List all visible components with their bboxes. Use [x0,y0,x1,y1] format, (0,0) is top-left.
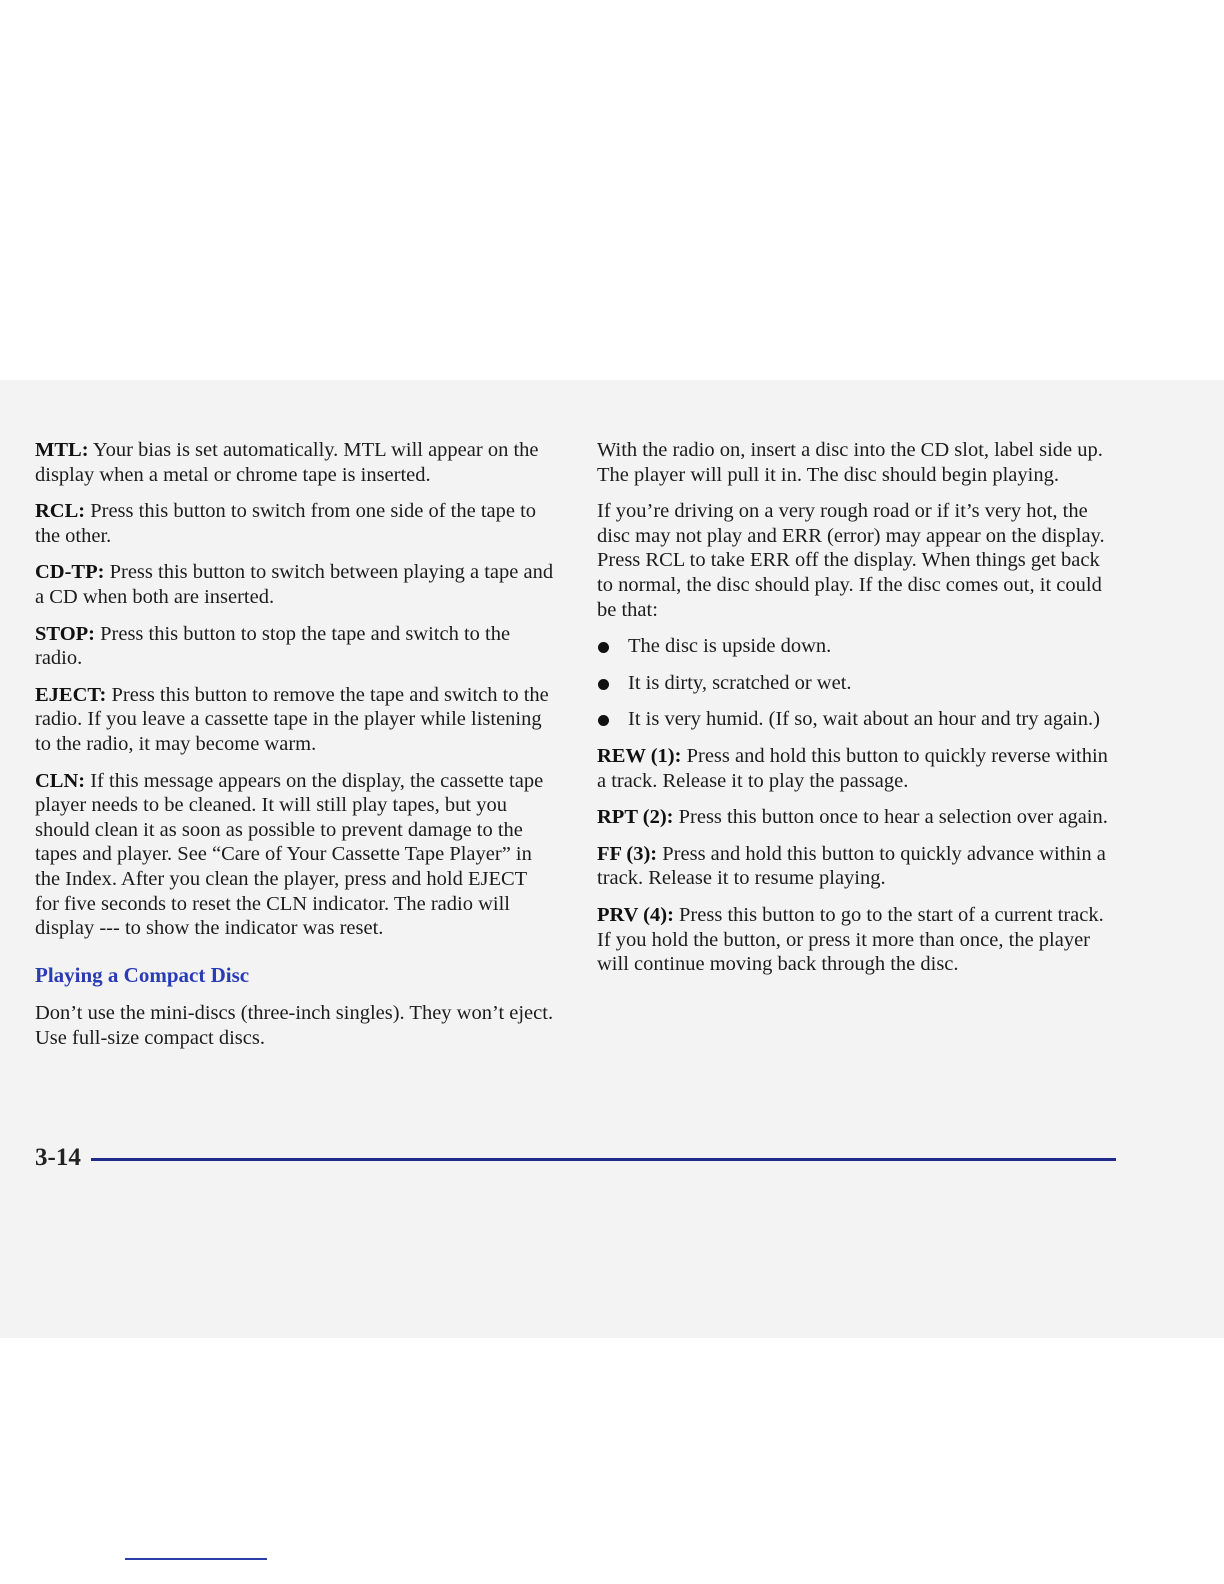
bottom-divider [125,1558,267,1560]
definition-text: Press and hold this button to quickly advance within a track. Release it to resume playing. [597,842,1106,890]
definition-stop [35,622,555,671]
bullet-list [597,634,1117,732]
footer-rule [91,1158,1116,1161]
definition-rcl [35,499,555,548]
list-item [597,634,1117,659]
intro-paragraph: With the radio on, insert a disc into the CD slot, label side up. The player will pull it in. The disc should begin playing. [597,439,1103,486]
term-cln: CLN: [35,769,86,792]
term-stop: STOP: [35,622,95,645]
intro-paragraph: If you’re driving on a very rough road or if it’s very hot, the disc may not play and ERR (error) may appear on the display. Press RCL to take ERR off the display. When things get back to normal, the disc should play. If the disc comes out, it could be that: [597,500,1105,621]
list-item-text: The disc is upside down. [628,635,832,658]
term-rcl: RCL: [35,500,86,523]
page-number: 3-14 [35,1144,81,1171]
definition-cd-tp [35,560,555,609]
definition-text: Press this button to go to the start of a current track. If you hold the button, or press it more than once, the player will continue moving back through the disc. [597,903,1104,976]
definition-text: Press this button once to hear a selection over again. [673,806,1108,829]
list-item-text: It is very humid. (If so, wait about an hour and try again.) [628,708,1100,731]
page-footer [35,1140,1116,1180]
definition-mtl [35,438,555,487]
definition-text: Press and hold this button to quickly reverse within a track. Release it to play the passage. [597,744,1108,792]
definition-ff [597,842,1117,891]
term-mtl: MTL: [35,439,89,461]
definition-rew [597,744,1117,793]
list-item [597,671,1117,696]
mini-disc-note: Don’t use the mini-discs (three-inch singles). They won’t eject. Use full-size compact discs. [35,1002,554,1049]
bullet-icon [598,679,609,690]
right-column [597,438,1117,989]
bullet-icon [598,642,609,653]
left-column [35,438,555,1062]
term-prv: PRV (4): [597,903,674,926]
definition-cln [35,769,555,941]
term-eject: EJECT: [35,683,107,706]
list-item [597,707,1117,732]
term-rew: REW (1): [597,744,682,767]
definition-text: Press this button to remove the tape and switch to the radio. If you leave a cassette tape in the player while listening to the radio, it may become warm. [35,683,549,755]
section-heading: Playing a Compact Disc [35,962,250,987]
definition-text: Press this button to switch from one side of the tape to the other. [35,500,537,547]
definition-text: Press this button to switch between playing a tape and a CD when both are inserted. [35,561,554,608]
bullet-icon [598,715,609,726]
term-rpt: RPT (2): [597,806,674,829]
definition-text: Press this button to stop the tape and switch to the radio. [35,622,511,670]
definition-prv [597,903,1117,977]
term-cd-tp: CD-TP: [35,561,105,584]
list-item-text: It is dirty, scratched or wet. [628,671,852,694]
manual-page [0,380,1224,1338]
definition-rpt [597,805,1117,830]
definition-eject [35,683,555,757]
definition-text: If this message appears on the display, the cassette tape player needs to be cleaned. It will still play tapes, but you should clean it as soon as possible to prevent damage to the tapes and player. See “Care of Your Cassette Tape Player” in the Index. After you clean the player, press and hold EJECT for five seconds to reset the CLN indicator. The radio will display --- to show the indicator was reset. [35,769,544,940]
definition-text: Your bias is set automatically. MTL will appear on the display when a metal or chrome tape is inserted. [35,439,539,486]
term-ff: FF (3): [597,842,658,865]
